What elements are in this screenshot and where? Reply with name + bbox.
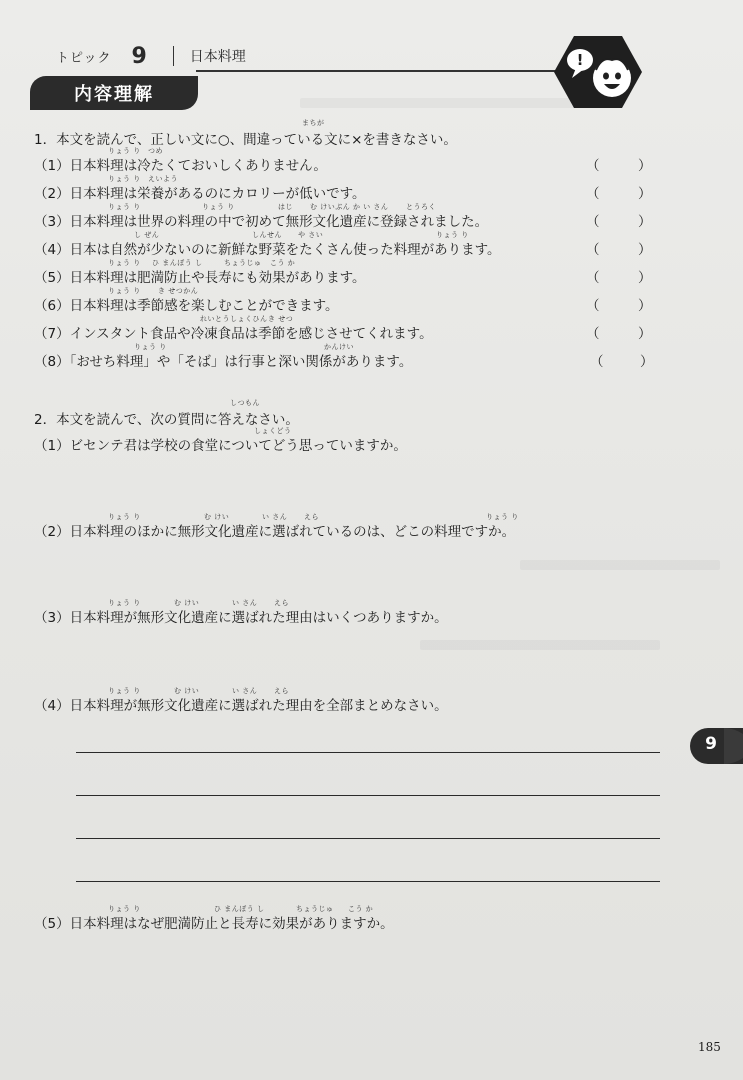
- answer-line[interactable]: [76, 881, 660, 882]
- ruby: りょう り: [108, 259, 141, 267]
- page-number: 185: [698, 1040, 721, 1054]
- q1-heading: [34, 119, 457, 148]
- q1-item: [34, 204, 654, 230]
- answer-paren-open[interactable]: （: [586, 242, 600, 258]
- svg-text:!: !: [576, 51, 584, 69]
- q1-item-text: （6）日本料理は季節感を楽しむことができます。: [34, 298, 339, 314]
- show-through-text: [420, 640, 660, 650]
- q2-item: [34, 688, 654, 714]
- answer-paren-close[interactable]: ）: [638, 298, 652, 314]
- q2-item: [34, 428, 654, 454]
- ruby: りょう り: [108, 513, 141, 521]
- ruby: ひ まんぼう し: [214, 905, 265, 913]
- section-label: [30, 76, 198, 110]
- ruby: や さい: [298, 231, 324, 239]
- ruby: りょう り: [436, 231, 469, 239]
- topic-title: 日本料理: [189, 49, 246, 65]
- ruby: む けい: [174, 599, 200, 607]
- q1-item-text: （8）「おせち料理」や「そば」は行事と深い関係があります。: [34, 354, 413, 370]
- ruby: しんせん: [252, 231, 282, 239]
- answer-paren-close[interactable]: ）: [638, 214, 652, 230]
- topic-number: 9: [131, 43, 147, 69]
- q1-item: [34, 288, 654, 314]
- answer-line[interactable]: [76, 838, 660, 839]
- ruby: りょう り: [108, 175, 141, 183]
- chapter-tab-number: 9: [705, 734, 717, 754]
- ruby: りょう り: [202, 203, 235, 211]
- section-label-text: 内容理解: [74, 84, 154, 105]
- q2-heading-text: 2．本文を読んで、次の質問に答えなさい。: [34, 412, 299, 428]
- q1-item-text: （5）日本料理は肥満防止や長寿にも効果があります。: [34, 270, 366, 286]
- topic-word: トピック: [56, 50, 112, 66]
- q2-heading: [34, 399, 299, 428]
- ruby: こう か: [270, 259, 296, 267]
- q2-item-text: （2）日本料理のほかに無形文化遺産に選ばれているのは、どこの料理ですか。: [34, 524, 516, 540]
- ruby: しょくどう: [254, 427, 292, 435]
- answer-line[interactable]: [76, 795, 660, 796]
- speech-face-hexagon-icon: [552, 34, 644, 110]
- answer-paren-close[interactable]: ）: [638, 158, 652, 174]
- ruby: い さん: [262, 513, 288, 521]
- ruby: い さん: [232, 599, 258, 607]
- ruby: とうろく: [406, 203, 436, 211]
- answer-paren-close[interactable]: ）: [638, 242, 652, 258]
- ruby: りょう り: [486, 513, 519, 521]
- answer-paren-open[interactable]: （: [586, 298, 600, 314]
- q1-item: [34, 232, 654, 258]
- header-rule: [196, 70, 566, 72]
- answer-paren-open[interactable]: （: [590, 354, 604, 370]
- answer-paren-open[interactable]: （: [586, 270, 600, 286]
- ruby: えいよう: [148, 175, 178, 183]
- ruby: りょう り: [108, 287, 141, 295]
- ruby: い さん: [232, 687, 258, 695]
- answer-paren-close[interactable]: ）: [638, 270, 652, 286]
- ruby: りょう り: [108, 905, 141, 913]
- show-through-text: [520, 560, 720, 570]
- answer-paren-close[interactable]: ）: [640, 354, 654, 370]
- q1-item: [34, 176, 654, 202]
- q2-item: [34, 906, 654, 932]
- q2-item: [34, 600, 654, 626]
- answer-paren-close[interactable]: ）: [638, 326, 652, 342]
- q1-item-text: （3）日本料理は世界の料理の中で初めて無形文化遺産に登録されました。: [34, 214, 489, 230]
- ruby: む けい: [204, 513, 230, 521]
- ruby: りょう り: [108, 687, 141, 695]
- q1-item-text: （1）日本料理は冷たくておいしくありません。: [34, 158, 327, 174]
- q2-item-text: （3）日本料理が無形文化遺産に選ばれた理由はいくつありますか。: [34, 610, 448, 626]
- ruby: しつもん: [230, 399, 260, 407]
- ruby: りょう り: [108, 203, 141, 211]
- q2-item: [34, 514, 654, 540]
- answer-paren-close[interactable]: ）: [638, 186, 652, 202]
- q1-item-text: （2）日本料理は栄養があるのにカロリーが低いです。: [34, 186, 366, 202]
- q1-heading-text: 1．本文を読んで、正しい文に○、間違っている文に×を書きなさい。: [34, 132, 457, 148]
- q1-item: [34, 316, 654, 342]
- answer-line[interactable]: [76, 752, 660, 753]
- q2-item-text: （5）日本料理はなぜ肥満防止と長寿に効果がありますか。: [34, 916, 394, 932]
- q1-item: [34, 148, 654, 174]
- ruby: つめ: [148, 147, 163, 155]
- ruby: えら: [304, 513, 319, 521]
- q2-item-text: （1）ビセンテ君は学校の食堂についてどう思っていますか。: [34, 438, 407, 454]
- q1-item-text: （7）インスタント食品や冷凍食品は季節を感じさせてくれます。: [34, 326, 433, 342]
- ruby: えら: [274, 687, 289, 695]
- ruby: ちょうじゅ: [296, 905, 334, 913]
- ruby: えら: [274, 599, 289, 607]
- ruby: む けい: [174, 687, 200, 695]
- ruby: りょう り: [108, 599, 141, 607]
- header-divider: [173, 46, 174, 66]
- ruby: き せつ: [268, 315, 294, 323]
- q1-item-text: （4）日本は自然が少ないのに新鮮な野菜をたくさん使った料理があります。: [34, 242, 501, 258]
- answer-paren-open[interactable]: （: [586, 186, 600, 202]
- ruby: き せつかん: [158, 287, 199, 295]
- ruby: ひ まんぼう し: [152, 259, 203, 267]
- q1-item: [34, 344, 654, 370]
- ruby: りょう り: [108, 147, 141, 155]
- ruby: れいとうしょくひん: [200, 315, 268, 323]
- answer-paren-open[interactable]: （: [586, 214, 600, 230]
- ruby: し ぜん: [134, 231, 160, 239]
- ruby: ちょうじゅ: [224, 259, 262, 267]
- answer-paren-open[interactable]: （: [586, 326, 600, 342]
- ruby: はじ: [278, 203, 293, 211]
- ruby: りょう り: [134, 343, 167, 351]
- q1-item: [34, 260, 654, 286]
- ruby: かんけい: [324, 343, 354, 351]
- ruby: まちが: [302, 119, 325, 127]
- ruby: む けいぶん か い さん: [310, 203, 389, 211]
- q2-item-text: （4）日本料理が無形文化遺産に選ばれた理由を全部まとめなさい。: [34, 698, 448, 714]
- answer-paren-open[interactable]: （: [586, 158, 600, 174]
- ruby: こう か: [348, 905, 374, 913]
- topic-header: [56, 44, 246, 68]
